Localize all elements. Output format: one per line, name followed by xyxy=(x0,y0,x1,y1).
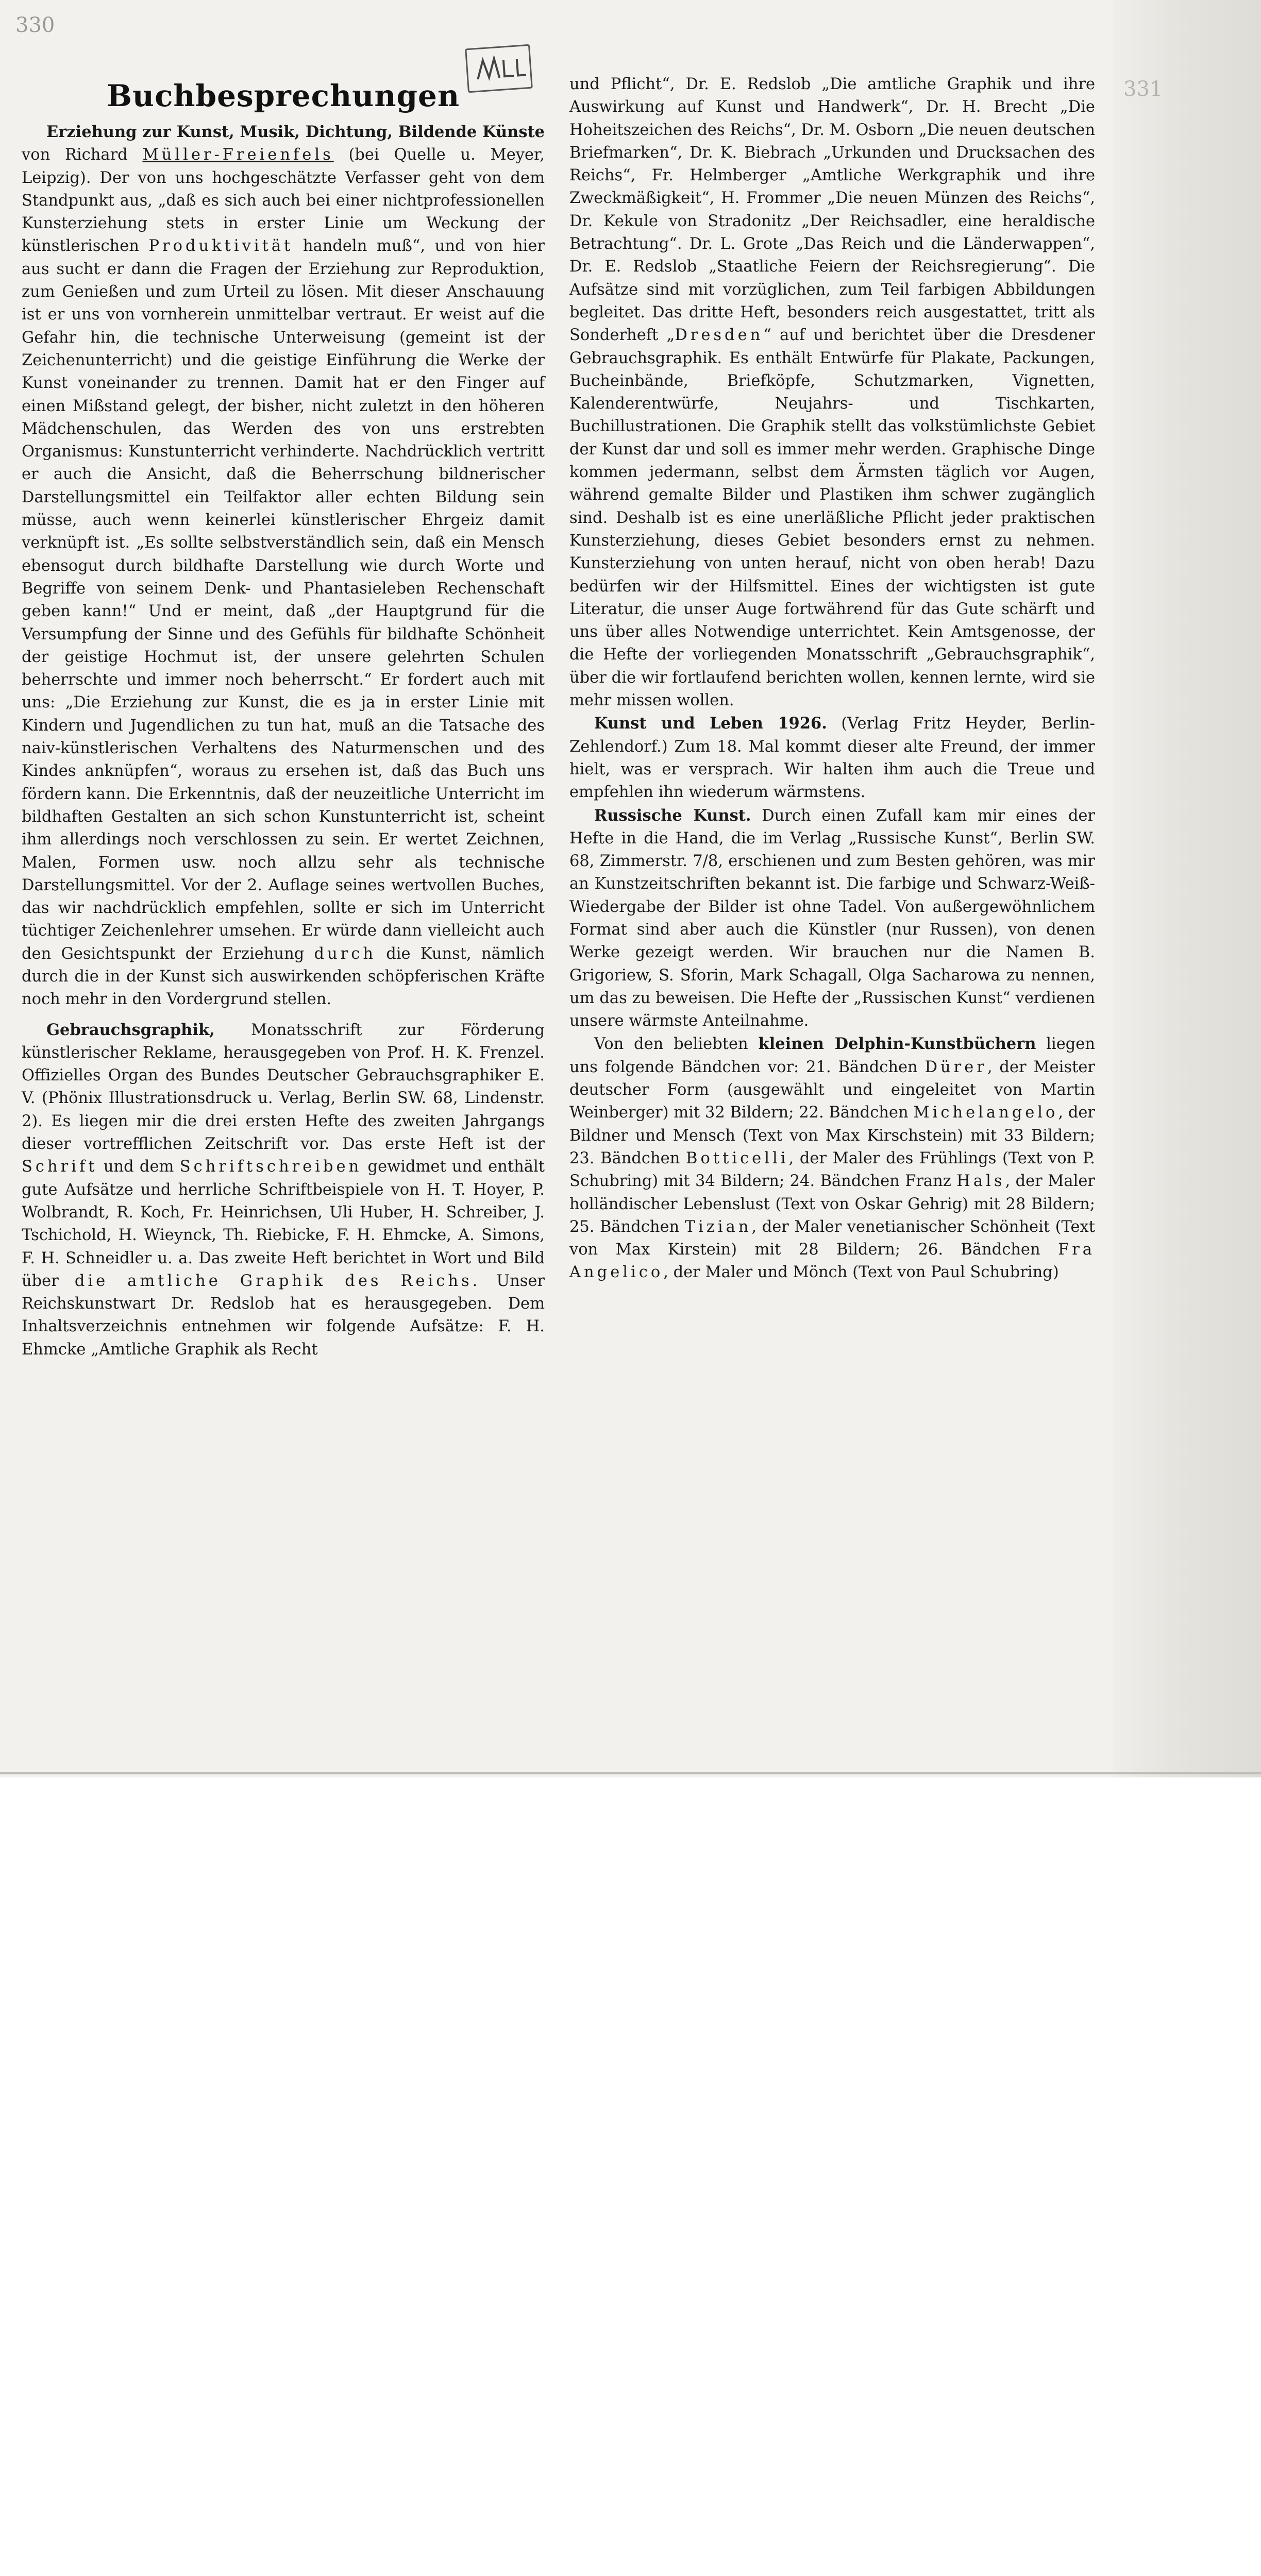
artist-name: Botticelli xyxy=(686,1149,789,1167)
review-gebrauchsgraphik: Gebrauchsgraphik, Monatsschrift zur Förderung künstlerischer Reklame, herausgegeben von Prof. H. K. Frenzel. Offizielles Organ des Bundes Deutscher Gebrauchsgraphiker E. V. (Phönix Illustrationsdruck u. Verlag, Berlin SW. 68, Lindenstr. 2). Es liegen mir die drei ersten Hefte des zweiten Jahrgangs dieser vortrefflichen Zeitschrift vor. Das erste Heft ist der Schrift und dem Schriftschreiben gewidmet und enthält gute Aufsätze und herrliche Schriftbeispiele von H. T. Hoyer, P. Wolbrandt, R. Koch, Fr. Heinrichsen, Uli Huber, H. Schreiber, J. Tschichold, H. Wieynck, Th. Riebicke, F. H. Ehmcke, A. Simons, F. H. Schneidler u. a. Das zweite Heft berichtet in Wort und Bild über die amtliche Graphik des Reichs. Unser Reichskunstwart Dr. Redslob hat es herausgegeben. Dem Inhaltsverzeichnis entnehmen wir folgende Aufsätze: F. H. Ehmcke „Amtliche Graphik als Recht xyxy=(22,1020,545,1359)
review-erziehung-zur-kunst: Erziehung zur Kunst, Musik, Dichtung, Bildende Künste von Richard Müller-Freienfels (bei Quelle u. Meyer, Leipzig). Der von uns hochgeschätzte Verfasser geht von dem Standpunkt aus, „daß es sich auch bei einer nichtprofessionellen Kunsterziehung stets in erster Linie um Weckung der künstlerischen Produktivität handeln muß“, und von hier aus sucht er dann die Fragen der Erziehung zur Reproduktion, zum Genießen und zum Urteil zu lösen. Mit dieser Anschauung ist er uns von vornherein unmittelbar vertraut. Er weist auf die Gefahr hin, die technische Unterweisung (gemeint ist der Zeichenunterricht) und die geistige Einführung die Werke der Kunst voneinander zu trennen. Damit hat er den Finger auf einen Mißstand gelegt, der bisher, nicht zuletzt in den höheren Mädchenschulen, das Werden des von uns erstrebten Organismus: Kunstunterricht verhinderte. Nachdrücklich vertritt er auch die Ansicht, daß die Beherrschung bildnerischer Darstellungsmittel ein Teilfaktor aller echten Bildung sein müsse, auch wenn keinerlei künstlerischer Ehrgeiz damit verknüpft ist. „Es sollte selbstverständlich sein, daß ein Mensch ebensogut durch bildhafte Darstellung wie durch Worte und Begriffe von seinem Denk- und Phantasieleben Rechenschaft geben kann!“ Und er meint, daß „der Hauptgrund für die Versumpfung der Sinne und des Gefühls für bildhafte Schönheit der geistige Hochmut ist, der unsere gelehrten Schulen beherrschte und immer noch beherrscht.“ Er fordert auch mit uns: „Die Erziehung zur Kunst, die es ja in erster Linie mit Kindern und Jugendlichen zu tun hat, muß an die Tatsache des naiv-künstlerischen Verhaltens des Naturmenschen und des Kindes anknüpfen“, woraus zu ersehen ist, daß das Buch uns fördern kann. Die Erkenntnis, daß der neuzeitliche Unterricht im bildhaften Gestalten an sich schon Kunstunterricht ist, scheint ihm allerdings noch verschlossen zu sein. Er wertet Zeichnen, Malen, Formen usw. noch allzu sehr als technische Darstellungsmittel. Vor der 2. Auflage seines wertvollen Buches, das wir nachdrücklich empfehlen, sollte er sich im Unterricht tüchtiger Zeichenlehrer umsehen. Er würde dann vielleicht auch den Gesichtspunkt der Erziehung durch die Kunst, nämlich durch die in der Kunst sich auswirkenden schöpferischen Kräfte noch mehr in den Vordergrund stellen. xyxy=(22,123,545,1009)
artist-name: Dürer xyxy=(924,1058,987,1076)
book-title: Kunst und Leben 1926. xyxy=(594,714,827,733)
section-heading: Buchbesprechungen xyxy=(106,78,460,113)
footer-divider xyxy=(0,1772,1261,1774)
review-russische-kunst: Russische Kunst. Durch einen Zufall kam mir eines der Hefte in die Hand, die im Verlag „Russische Kunst“, Berlin SW. 68, Zimmerstr. 7/8, erschienen und zum Besten gehören, was mir an Kunstzeitschriften bekannt ist. Die farbige und Schwarz-Weiß-Wiedergabe der Bilder ist ohne Tadel. Von außergewöhnlichem Format sind aber auch die Künstler (nur Russen), von denen Werke gezeigt werden. Wir brauchen nur die Namen B. Grigoriew, S. Sforin, Mark Schagall, Olga Sacharowa zu nennen, um das zu beweisen. Die Hefte der „Russischen Kunst“ verdienen unsere wärmste Anteilnahme. xyxy=(569,806,1095,1030)
review-kunst-und-leben: Kunst und Leben 1926. (Verlag Fritz Heyder, Berlin-Zehlendorf.) Zum 18. Mal kommt dieser alte Freund, der immer hielt, was er versprach. Wir halten ihm auch die Treue und empfehlen ihn wiederum wärmstens. xyxy=(569,714,1095,802)
review-delphin-kunstbuecher: Von den beliebten kleinen Delphin-Kunstbüchern liegen uns folgende Bändchen vor: 21. Bändchen Dürer, der Meister deutscher Form (ausgewählt und eingeleitet von Martin Weinberger) mit 32 Bildern; 22. Bändchen Michelangelo, der Bildner und Mensch (Text von Max Kirschstein) mit 33 Bildern; 23. Bändchen Botticelli, der Maler des Frühlings (Text von P. Schubring) mit 34 Bildern; 24. Bändchen Franz Hals, der Maler holländischer Lebenslust (Text von Oskar Gehrig) mit 28 Bildern; 25. Bändchen Tizian, der Maler venetianischer Schönheit (Text von Max Kirstein) mit 28 Bildern; 26. Bändchen Fra Angelico, der Maler und Mönch (Text von Paul Schubring) xyxy=(569,1035,1096,1282)
artist-name: Michelangelo xyxy=(913,1104,1058,1122)
left-column xyxy=(22,77,545,1361)
artist-name: Fra Angelico xyxy=(569,1241,1095,1282)
book-title: Erziehung zur Kunst, Musik, Dichtung, Bildende Künste xyxy=(46,123,545,141)
footer-bar xyxy=(0,1777,1261,1839)
emphasis-text: Schriftschreiben xyxy=(179,1158,362,1176)
emphasis-text: durch xyxy=(314,944,376,963)
book-title: kleinen Delphin-Kunstbüchern xyxy=(758,1035,1036,1054)
emphasis-text: Dresden xyxy=(675,326,764,345)
emphasis-text: Schrift xyxy=(22,1158,98,1176)
book-title: Gebrauchsgraphik, xyxy=(46,1020,215,1039)
page-number: 330 xyxy=(15,13,55,37)
book-title: Russische Kunst. xyxy=(594,806,751,825)
artist-name: Hals xyxy=(956,1172,1005,1191)
emphasis-text: die amtliche Graphik des Reichs. xyxy=(74,1272,481,1290)
artist-name: Tizian xyxy=(684,1217,752,1236)
emphasis-text: Produktivität xyxy=(148,237,294,256)
right-column xyxy=(569,73,1095,1284)
facing-page-bleed xyxy=(1113,0,1261,1777)
facing-page-number: 331 xyxy=(1123,77,1163,101)
review-gebrauchsgraphik-continued: und Pflicht“, Dr. E. Redslob „Die amtliche Graphik und ihre Auswirkung auf Kunst und Handwerk“, Dr. H. Brecht „Die Hoheitszeichen des Reichs“, Dr. M. Osborn „Die neuen deutschen Briefmarken“, Dr. K. Biebrach „Urkunden und Drucksachen des Reichs“, Fr. Helmberger „Amtliche Werkgraphik und ihre Zweckmäßigkeit“, H. Frommer „Die neuen Münzen des Reichs“, Dr. Kekule von Stradonitz „Der Reichsadler, eine heraldische Betrachtung“. Dr. L. Grote „Das Reich und die Länderwappen“, Dr. E. Redslob „Staatliche Feiern der Reichsregierung“. Die Aufsätze sind mit vorzüglichen, zum Teil farbigen Abbildungen begleitet. Das dritte Heft, besonders reich ausgestattet, tritt als Sonderheft „Dresden“ auf und berichtet über die Dresdener Gebrauchsgraphik. Es enthält Entwürfe für Plakate, Packungen, Bucheinbände, Briefköpfe, Schutzmarken, Vignetten, Kalenderentwürfe, Neujahrs- und Tischkarten, Buchillustrationen. Die Graphik stellt das volkstümlichste Gebiet der Kunst dar und soll es immer mehr werden. Graphische Dinge kommen jedermann, selbst dem Ärmsten täglich vor Augen, während gemalte Bilder und Plastiken ihm schwer zugänglich sind. Deshalb ist es eine unerläßliche Pflicht jeder praktischen Kunsterziehung, dieses Gebiet besonders ernst zu nehmen. Kunsterziehung von unten herauf, nicht von oben herab! Dazu bedürfen wir der Hilfsmittel. Eines der wichtigsten ist gute Literatur, die unser Auge fortwährend für das Gute schärft und uns über alles Notwendige unterrichtet. Kein Amtsgenosse, der die Hefte der vorliegenden Monatsschrift „Gebrauchsgraphik“, über die wir fortlaufend berichten wollen, kennen lernte, wird sie mehr missen wollen. xyxy=(569,75,1095,710)
author-name: Müller-Freienfels xyxy=(142,146,334,164)
